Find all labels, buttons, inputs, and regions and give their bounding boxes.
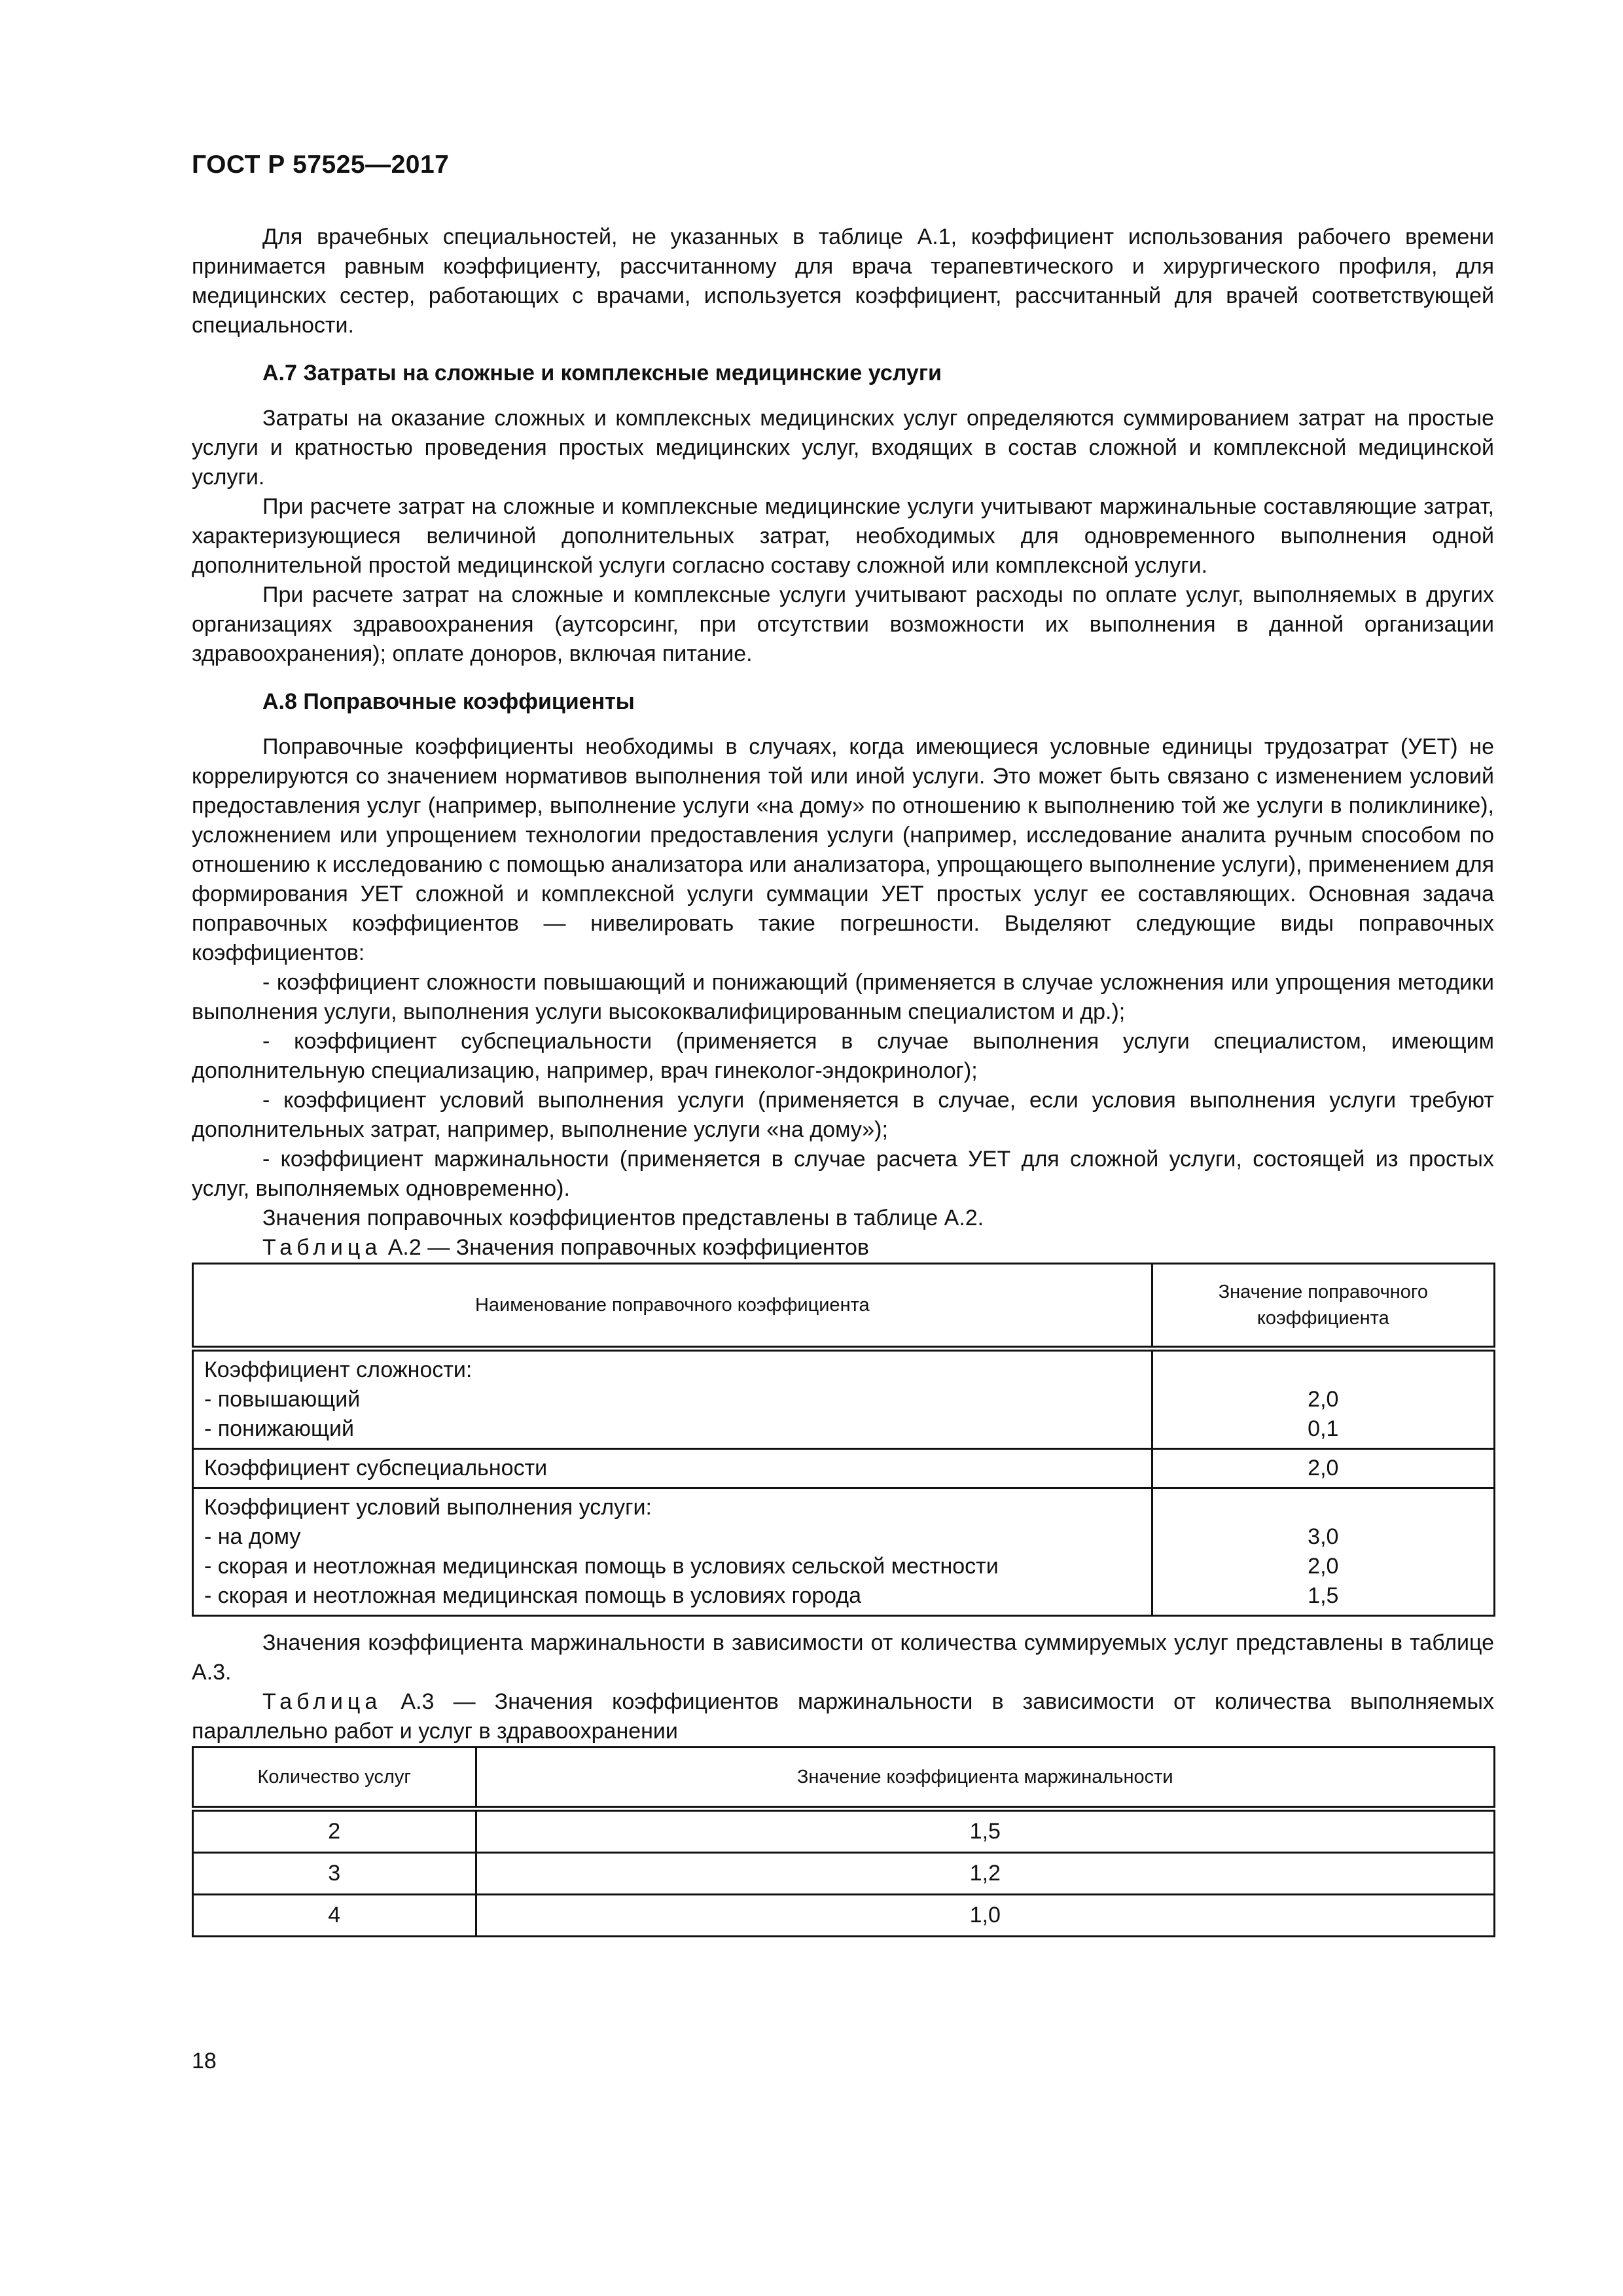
column-header-value <box>1152 1264 1494 1349</box>
table-a3-caption-text: А.3 — Значения коэффициентов маржинальности в зависимости от количества выполняемых параллельно работ и услуг в здравоохранении <box>192 1689 1494 1744</box>
column-header-name: Наименование поправочного коэффициента <box>193 1264 1152 1349</box>
section-a8-list-item: - коэффициент маржинальности (применяется в случае расчета УЕТ для сложной услуги, состоящей из простых услуг, выполняемых одновременно). <box>192 1147 1494 1201</box>
table-a3-caption-label: Таблица <box>262 1689 382 1714</box>
document-code-header: ГОСТ Р 57525—2017 <box>192 151 450 179</box>
coefficient-value-cell: 2,0 <box>1152 1449 1494 1488</box>
coefficient-value-cell <box>1152 1349 1494 1449</box>
service-count-cell: 2 <box>193 1809 476 1853</box>
section-a8-paragraph: Поправочные коэффициенты необходимы в случаях, когда имеющиеся условные единицы трудозатрат (УЕТ) не коррелируются со значением нормативов выполнения той или иной услуги. Это может быть связано с изменением условий предоставления услуг (например, выполнение услуги «на дому» по отношению к выполнению той же услуги в поликлинике), усложнением или упрощением технологии предоставления услуги (например, исследование аналита ручным способом по отношению к исследованию с помощью анализатора или анализатора, упрощающего выполнение услуги), применением для формирования УЕТ сложной и комплексной услуги суммации УЕТ простых услуг ее составляющих. Основная задача поправочных коэффициентов — нивелировать такие погрешности. Выделяют следующие виды поправочных коэффициентов: <box>192 734 1494 965</box>
group-item: - на дому <box>204 1524 301 1549</box>
coefficient-value: 1,5 <box>1308 1583 1339 1608</box>
group-item: - понижающий <box>204 1416 354 1441</box>
table-row <box>193 1895 1495 1937</box>
intro-paragraph: Для врачебных специальностей, не указанных в таблице А.1, коэффициент использования рабочего времени принимается равным коэффициенту, рассчитанному для врача терапевтического и хирургического профиля, для медицинских сестер, работающих с врачами, используется коэффициент, рассчитанный для врачей соответствующей специальности. <box>192 224 1494 338</box>
table-a2-caption-text: А.2 — Значения поправочных коэффициентов <box>382 1235 869 1260</box>
table-row <box>193 1853 1495 1895</box>
coefficient-name-cell: Коэффициент субспециальности <box>193 1449 1152 1488</box>
section-a8-paragraph: Значения поправочных коэффициентов представлены в таблице А.2. <box>262 1206 984 1230</box>
table-row <box>193 1488 1495 1616</box>
table-row <box>193 1349 1495 1449</box>
section-a8-list-item: - коэффициент сложности повышающий и понижающий (применяется в случае усложнения или упрощения методики выполнения услуги, выполнения услуги высококвалифицированным специалистом и др.); <box>192 970 1494 1024</box>
group-title: Коэффициент сложности: <box>204 1357 473 1382</box>
section-a7-paragraph: Затраты на оказание сложных и комплексных медицинских услуг определяются суммированием затрат на простые услуги и кратностью проведения простых медицинских услуг, входящих в состав сложной и комплексной медицинской услуги. <box>192 406 1494 490</box>
group-item: - скорая и неотложная медицинская помощь в условиях сельской местности <box>204 1554 999 1579</box>
margin-value-cell: 1,2 <box>476 1853 1494 1895</box>
group-title: Коэффициент условий выполнения услуги: <box>204 1495 652 1520</box>
section-a8-heading: А.8 Поправочные коэффициенты <box>262 689 635 714</box>
coefficient-value: 2,0 <box>1308 1387 1339 1412</box>
group-item: - повышающий <box>204 1387 361 1412</box>
after-table-a2-paragraph: Значения коэффициента маржинальности в зависимости от количества суммируемых услуг представлены в таблице А.3. <box>192 1630 1494 1685</box>
table-row <box>193 1449 1495 1488</box>
table-a3-caption <box>192 1687 1494 1746</box>
page-number: 18 <box>192 2049 217 2073</box>
section-a8-list-item: - коэффициент субспециальности (применяется в случае выполнения услуги специалистом, имеющим дополнительную специализацию, например, врач гинеколог-эндокринолог); <box>192 1029 1494 1083</box>
section-a8-list-item: - коэффициент условий выполнения услуги (применяется в случае, если условия выполнения услуги требуют дополнительных затрат, например, выполнение услуги «на дому»); <box>192 1088 1494 1142</box>
section-a7-paragraph: При расчете затрат на сложные и комплексные услуги учитывают расходы по оплате услуг, выполняемых в других организациях здравоохранения (аутсорсинг, при отсутствии возможности их выполнения в данной организации здравоохранения); оплате доноров, включая питание. <box>192 583 1494 666</box>
group-item: - скорая и неотложная медицинская помощь в условиях города <box>204 1583 862 1608</box>
coefficient-value: 0,1 <box>1308 1416 1339 1441</box>
table-header-row <box>193 1264 1495 1349</box>
margin-value-cell: 1,5 <box>476 1809 1494 1853</box>
section-a7-paragraph: При расчете затрат на сложные и комплексные медицинские услуги учитывают маржинальные составляющие затрат, характеризующиеся величиной дополнительных затрат, необходимых для одновременного выполнения одной дополнительной простой медицинской услуги согласно составу сложной или комплексной услуги. <box>192 494 1494 578</box>
table-a3 <box>192 1746 1495 1937</box>
service-count-cell: 3 <box>193 1853 476 1895</box>
table-header-row <box>193 1748 1495 1809</box>
coefficient-name-cell <box>193 1488 1152 1616</box>
coefficient-name-cell <box>193 1349 1152 1449</box>
coefficient-value: 2,0 <box>1308 1554 1339 1579</box>
table-row <box>193 1809 1495 1853</box>
table-a2-caption-label: Таблица <box>262 1235 382 1260</box>
column-header-count: Количество услуг <box>193 1748 476 1809</box>
column-header-margin-value: Значение коэффициента маржинальности <box>476 1748 1494 1809</box>
column-header-value-line: коэффициента <box>1257 1308 1389 1329</box>
section-a7-heading: А.7 Затраты на сложные и комплексные медицинские услуги <box>262 361 942 386</box>
table-a2-caption <box>192 1233 1494 1263</box>
margin-value-cell: 1,0 <box>476 1895 1494 1937</box>
service-count-cell: 4 <box>193 1895 476 1937</box>
coefficient-value-cell <box>1152 1488 1494 1616</box>
table-a2 <box>192 1263 1495 1617</box>
document-body <box>192 223 1494 1937</box>
column-header-value-line: Значение поправочного <box>1218 1282 1428 1302</box>
coefficient-value: 3,0 <box>1308 1524 1339 1549</box>
